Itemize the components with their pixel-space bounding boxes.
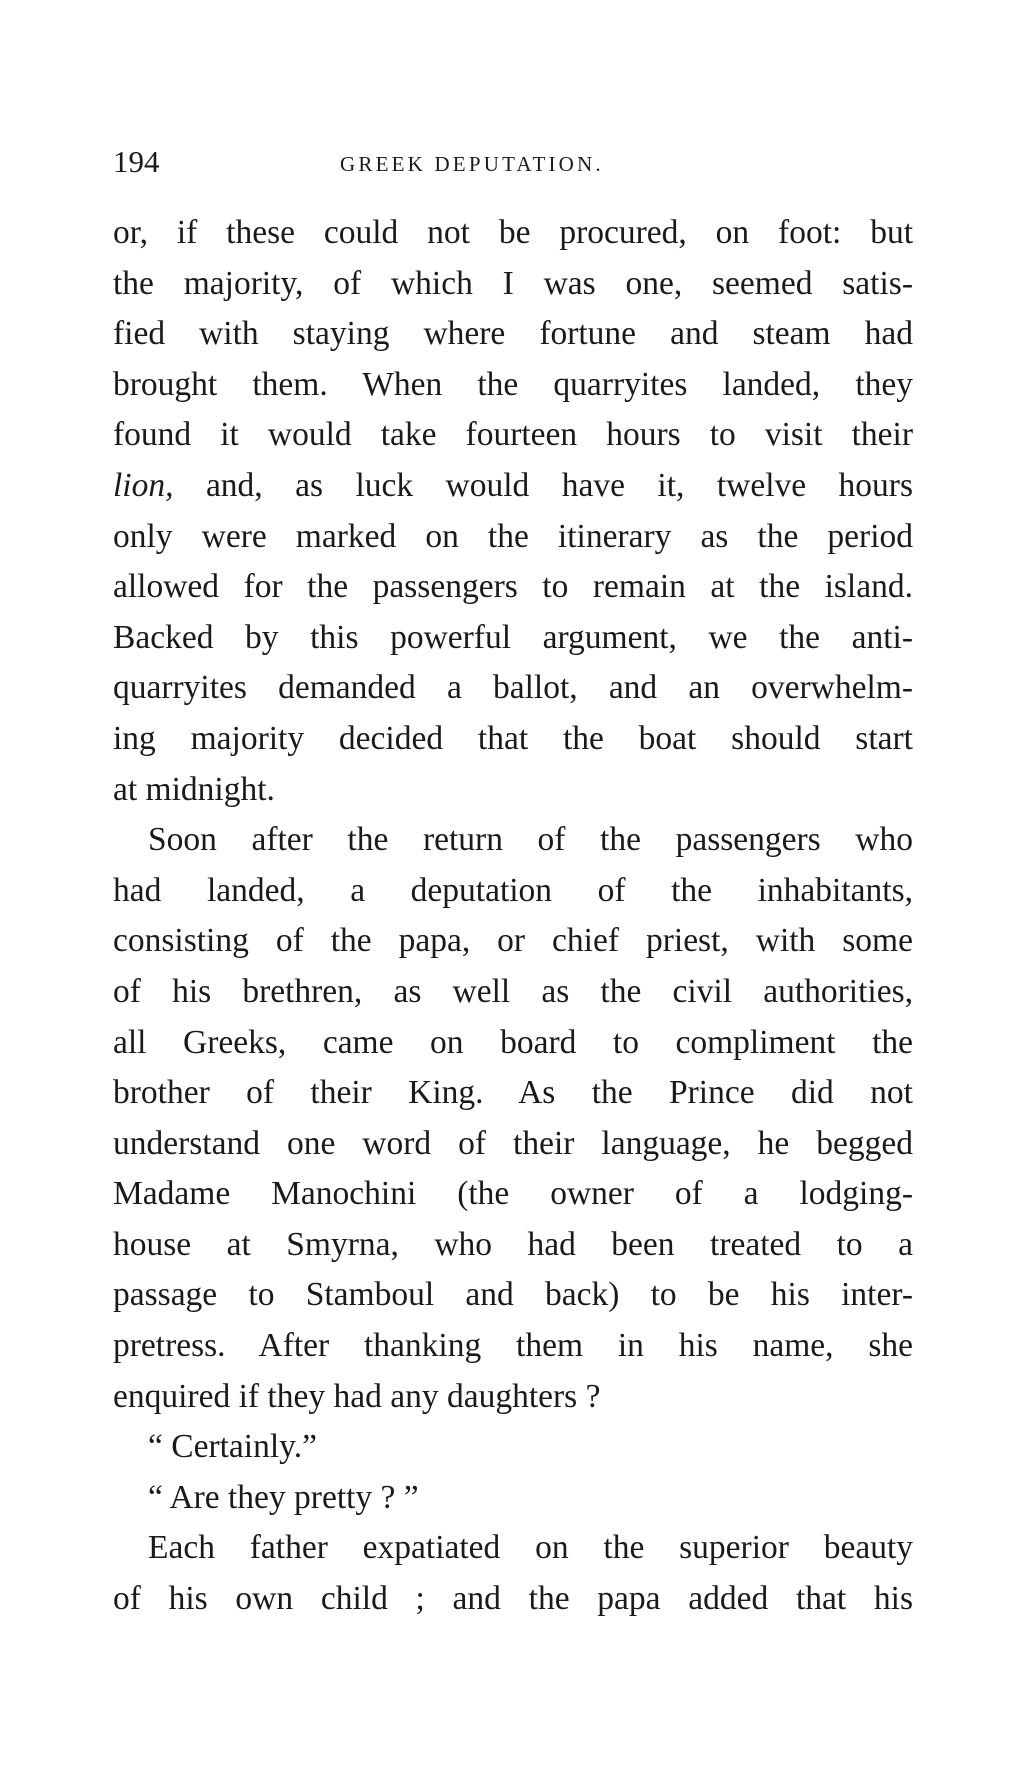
text-line: brother of their King. As the Prince did not [113,1074,913,1112]
paragraph-3 [113,1422,913,1473]
text-line: Madame Manochini (the owner of a lodging- [113,1175,913,1213]
text-line: “ Are they pretty ? ” [148,1478,419,1516]
text-line: fied with staying where fortune and steam had [113,315,913,353]
running-title: GREEK DEPUTATION. [340,152,604,176]
text-line-rest: and, as luck would have it, twelve hours [205,466,914,504]
text-line: enquired if they had any daughters ? [113,1377,601,1415]
text-line: or, if these could not be procured, on foot: but [113,214,913,251]
body-text [113,208,913,1625]
paragraph-5 [113,1523,913,1624]
italic-word: lion, [113,466,174,504]
text-line: understand one word of their language, he begged [113,1124,913,1162]
text-line: at midnight. [113,770,275,808]
text-line: found it would take fourteen hours to visit their [113,416,913,454]
paragraph-4 [113,1473,913,1524]
text-line: Soon after the return of the passengers who [148,821,913,859]
text-line: the majority, of which I was one, seemed satis- [113,264,913,302]
text-line: Each father expatiated on the superior beauty [148,1529,913,1567]
text-line: house at Smyrna, who had been treated to a [113,1225,913,1263]
running-head [113,140,913,184]
text-line: all Greeks, came on board to compliment the [113,1023,913,1061]
text-line: “ Certainly.” [148,1428,317,1466]
text-line: passage to Stamboul and back) to be his inter- [113,1276,913,1314]
text-line: allowed for the passengers to remain at the island. [113,568,913,606]
text-line: of his brethren, as well as the civil authorities, [113,972,913,1010]
paragraph-2 [113,815,913,1422]
text-line: consisting of the papa, or chief priest, with some [113,922,913,960]
page-number: 194 [113,144,160,179]
text-line: Backed by this powerful argument, we the anti- [113,618,913,656]
text-line: only were marked on the itinerary as the period [113,517,913,555]
text-line: of his own child ; and the papa added that his [113,1580,913,1618]
text-line [113,461,913,512]
text-line: quarryites demanded a ballot, and an overwhelm- [113,669,913,707]
paragraph-1 [113,208,913,815]
text-line: ing majority decided that the boat should start [113,719,913,757]
text-line: brought them. When the quarryites landed, they [113,365,913,403]
text-line: had landed, a deputation of the inhabitants, [113,871,913,909]
text-line: pretress. After thanking them in his name, she [113,1327,913,1365]
